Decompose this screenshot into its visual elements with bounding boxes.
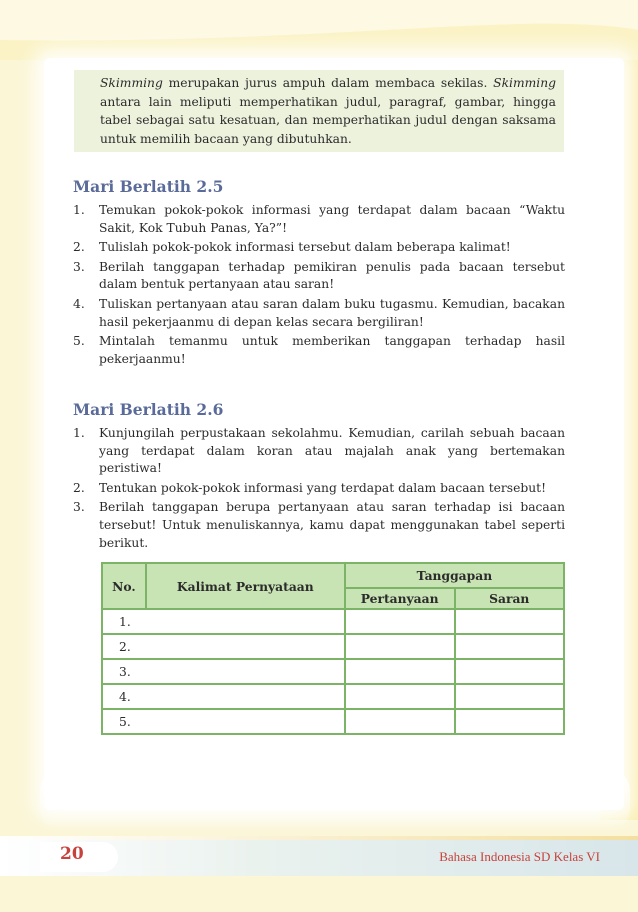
header-tanggapan: Tanggapan bbox=[345, 563, 564, 588]
page-number: 20 bbox=[60, 844, 84, 864]
cell-pertanyaan bbox=[345, 609, 455, 634]
section-title-2-6: Mari Berlatih 2.6 bbox=[73, 400, 224, 419]
note-emphasis-2: Skimming bbox=[493, 76, 556, 90]
item-text: Tentukan pokok-pokok informasi yang terdapat dalam bacaan tersebut! bbox=[99, 480, 547, 495]
item-number: 3. bbox=[73, 500, 85, 515]
section-title-2-5: Mari Berlatih 2.5 bbox=[73, 177, 224, 196]
note-text-2: antara lain meliputi memperhatikan judul, paragraf, gambar, hingga tabel sebagai satu kesatuan, dan memperhatikan judul dengan saksama untuk memilih bacaan yang dibutuhkan. bbox=[100, 94, 556, 146]
item-number: 1. bbox=[73, 203, 85, 217]
cell-pertanyaan bbox=[345, 709, 455, 734]
list-item bbox=[73, 333, 565, 368]
row-number: 3. bbox=[102, 659, 345, 684]
cell-pertanyaan bbox=[345, 634, 455, 659]
list-item bbox=[73, 499, 565, 552]
item-number: 4. bbox=[73, 296, 85, 311]
header-no: No. bbox=[102, 563, 146, 609]
note-emphasis-1: Skimming bbox=[100, 76, 163, 90]
cell-pertanyaan bbox=[345, 684, 455, 709]
table-header-row bbox=[102, 563, 564, 588]
row-number: 1. bbox=[102, 609, 345, 634]
header-saran: Saran bbox=[455, 588, 564, 609]
table-row bbox=[102, 684, 564, 709]
item-number: 2. bbox=[73, 240, 85, 255]
row-number: 2. bbox=[102, 634, 345, 659]
cell-saran bbox=[455, 684, 564, 709]
exercise-list-2-5 bbox=[73, 202, 565, 370]
item-text: Berilah tanggapan berupa pertanyaan atau saran terhadap isi bacaan tersebut! Untuk menuliskannya, kamu dapat menggunakan tabel seperti berikut. bbox=[99, 500, 565, 550]
cell-saran bbox=[455, 634, 564, 659]
exercise-list-2-6 bbox=[73, 425, 565, 554]
note-text-1: merupakan jurus ampuh dalam membaca sekilas. bbox=[162, 76, 494, 90]
item-text: Berilah tanggapan terhadap pemikiran penulis pada bacaan tersebut dalam bentuk pertanyaan atau saran! bbox=[99, 259, 565, 292]
top-decoration bbox=[0, 0, 638, 60]
cell-pertanyaan bbox=[345, 659, 455, 684]
list-item bbox=[73, 480, 565, 498]
item-number: 3. bbox=[73, 259, 85, 274]
item-number: 1. bbox=[73, 426, 85, 440]
table-row bbox=[102, 709, 564, 734]
table-row bbox=[102, 609, 564, 634]
item-text: Kunjungilah perpustakaan sekolahmu. Kemudian, carilah sebuah bacaan yang terdapat dalam koran atau majalah anak yang bertemakan peristiwa! bbox=[99, 426, 565, 476]
item-text: Temukan pokok-pokok informasi yang terdapat dalam bacaan “Waktu Sakit, Kok Tubuh Panas, Ya?”! bbox=[99, 203, 565, 235]
item-text: Tuliskan pertanyaan atau saran dalam buku tugasmu. Kemudian, bacakan hasil pekerjaanmu di depan kelas secara bergiliran! bbox=[99, 296, 565, 329]
table-row bbox=[102, 659, 564, 684]
skimming-note-box bbox=[74, 70, 564, 152]
item-number: 2. bbox=[73, 480, 85, 495]
item-text: Tulislah pokok-pokok informasi tersebut dalam beberapa kalimat! bbox=[99, 240, 511, 255]
item-number: 5. bbox=[73, 334, 85, 349]
bottom-background bbox=[0, 876, 638, 912]
list-item bbox=[73, 202, 565, 237]
cell-saran bbox=[455, 709, 564, 734]
page-bottom-glow bbox=[40, 770, 630, 830]
header-kalimat: Kalimat Pernyataan bbox=[146, 563, 345, 609]
book-title: Bahasa Indonesia SD Kelas VI bbox=[439, 849, 600, 864]
cell-saran bbox=[455, 609, 564, 634]
list-item bbox=[73, 239, 565, 257]
list-item bbox=[73, 296, 565, 331]
item-text: Mintalah temanmu untuk memberikan tanggapan terhadap hasil pekerjaanmu! bbox=[99, 334, 565, 366]
header-pertanyaan: Pertanyaan bbox=[345, 588, 455, 609]
list-item bbox=[73, 425, 565, 478]
cell-saran bbox=[455, 659, 564, 684]
list-item bbox=[73, 259, 565, 294]
row-number: 4. bbox=[102, 684, 345, 709]
table-row bbox=[102, 634, 564, 659]
response-table bbox=[101, 562, 565, 735]
row-number: 5. bbox=[102, 709, 345, 734]
